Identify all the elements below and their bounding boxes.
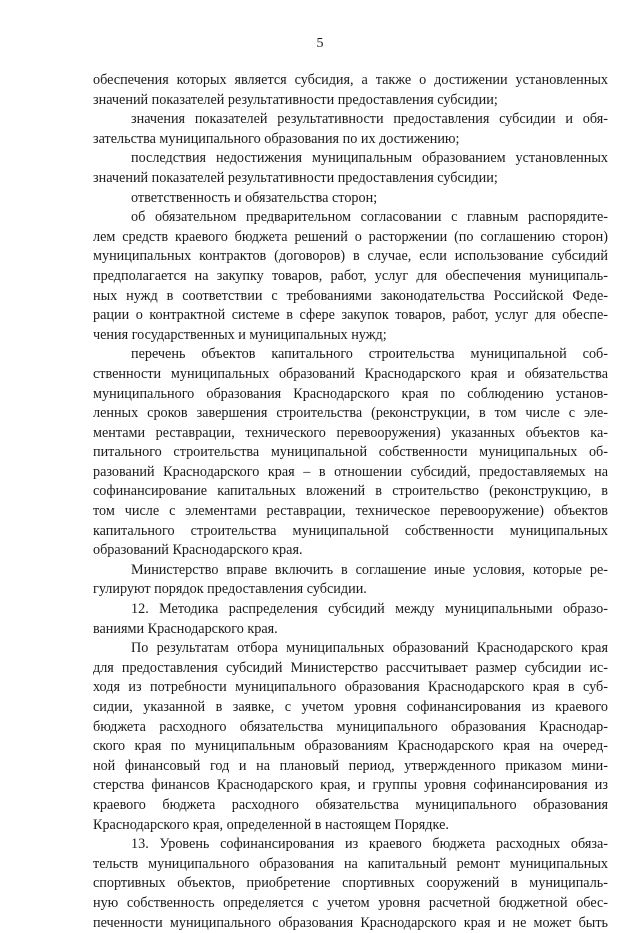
text-line: предполагается на закупку товаров, работ, услуг для обеспечения муниципаль- (93, 267, 608, 284)
text-line: ответственность и обязательства сторон; (131, 189, 378, 206)
text-line: Краснодарского края, определенной в настоящем Порядке. (93, 816, 449, 833)
text-line: краевого бюджета расходного обязательства муниципального образования (93, 796, 608, 813)
paragraph (93, 149, 608, 188)
paragraph (93, 835, 608, 933)
text-line: 13. Уровень софинансирования из краевого бюджета расходных обяза- (131, 836, 608, 853)
text-line: образований Краснодарского края. (93, 542, 303, 559)
page-number: 5 (316, 36, 324, 51)
text-line: гулируют порядок предоставления субсидии. (93, 581, 367, 598)
text-line: муниципальных контрактов (договоров) в случае, если использование субсидий (93, 248, 608, 265)
text-line: ментами реставрации, технического перевооружения) указанных объектов ка- (93, 424, 608, 441)
text-line: тельств муниципального образования на капитальный ремонт муниципальных (93, 855, 608, 872)
text-line: стерства финансов Краснодарского края, и группы уровня софинансирования из (93, 777, 608, 794)
text-line: значений показателей результативности предоставления субсидии; (93, 91, 498, 108)
paragraph (93, 345, 608, 561)
document-body (93, 71, 608, 933)
text-line: ную собственность определяется с учетом уровня расчетной бюджетной обес- (93, 894, 608, 911)
text-line: 12. Методика распределения субсидий между муниципальными образо- (131, 601, 608, 618)
text-line: бюджета расходного обязательства муниципального образования Краснодар- (93, 718, 608, 735)
text-line: капитального строительства муниципальной собственности муниципальных (93, 522, 608, 539)
text-line: значений показателей результативности предоставления субсидии; (93, 169, 498, 186)
paragraph (93, 189, 608, 209)
text-line: ной финансовый год и на плановый период, утвержденного приказом мини- (93, 757, 608, 774)
text-line: печенности муниципального образования Краснодарского края и не может быть (93, 914, 608, 931)
paragraph (93, 561, 608, 600)
text-line: Министерство вправе включить в соглашение иные условия, которые ре- (131, 561, 608, 578)
paragraph (93, 110, 608, 149)
text-line: перечень объектов капитального строительства муниципальной соб- (131, 346, 608, 363)
paragraph (93, 208, 608, 345)
text-line: ственности муниципальных образований Краснодарского края и обязательства (93, 365, 608, 382)
paragraph (93, 600, 608, 639)
text-line: обеспечения которых является субсидия, а также о достижении установленных (93, 72, 608, 88)
text-line: ходя из потребности муниципального образования Краснодарского края в суб- (93, 679, 608, 696)
text-line: значения показателей результативности предоставления субсидии и обя- (131, 111, 608, 128)
text-line: ского края по муниципальным образованиям Краснодарского края на очеред- (93, 738, 608, 755)
paragraph (93, 71, 608, 110)
text-line: чения государственных и муниципальных нужд; (93, 326, 387, 343)
text-line: том числе с элементами реставрации, техническое перевооружение) объектов (93, 503, 608, 520)
text-line: зательства муниципального образования по их достижению; (93, 130, 460, 147)
text-line: разований Краснодарского края – в отношении субсидий, предоставляемых на (93, 463, 608, 480)
text-line: спортивных объектов, приобретение спортивных сооружений в муниципаль- (93, 875, 608, 892)
text-line: для предоставления субсидий Министерство рассчитывает размер субсидии ис- (93, 659, 608, 676)
text-line: сидии, указанной в заявке, с учетом уровня софинансирования из краевого (93, 699, 608, 715)
text-line: муниципального образования Краснодарского края по соблюдению установ- (93, 385, 608, 402)
text-line: рации о контрактной системе в сфере закупок товаров, работ, услуг для обеспе- (93, 307, 608, 324)
text-line: ленных сроков завершения строительства (реконструкции, в том числе с эле- (93, 405, 608, 422)
text-line: софинансирование капитальных вложений в строительство (реконструкцию, в (93, 483, 608, 500)
text-line: По результатам отбора муниципальных образований Краснодарского края (131, 640, 608, 657)
text-line: ных нужд в соответствии с требованиями законодательства Российской Феде- (93, 287, 608, 304)
text-line: об обязательном предварительном согласовании с главным распорядите- (131, 209, 608, 226)
text-line: лем средств краевого бюджета решений о расторжении (по соглашению сторон) (93, 228, 608, 245)
text-line: ваниями Краснодарского края. (93, 620, 278, 637)
paragraph (93, 639, 608, 835)
text-line: последствия недостижения муниципальным образованием установленных (131, 150, 608, 167)
text-line: питального строительства муниципальной собственности муниципальных об- (93, 444, 608, 461)
